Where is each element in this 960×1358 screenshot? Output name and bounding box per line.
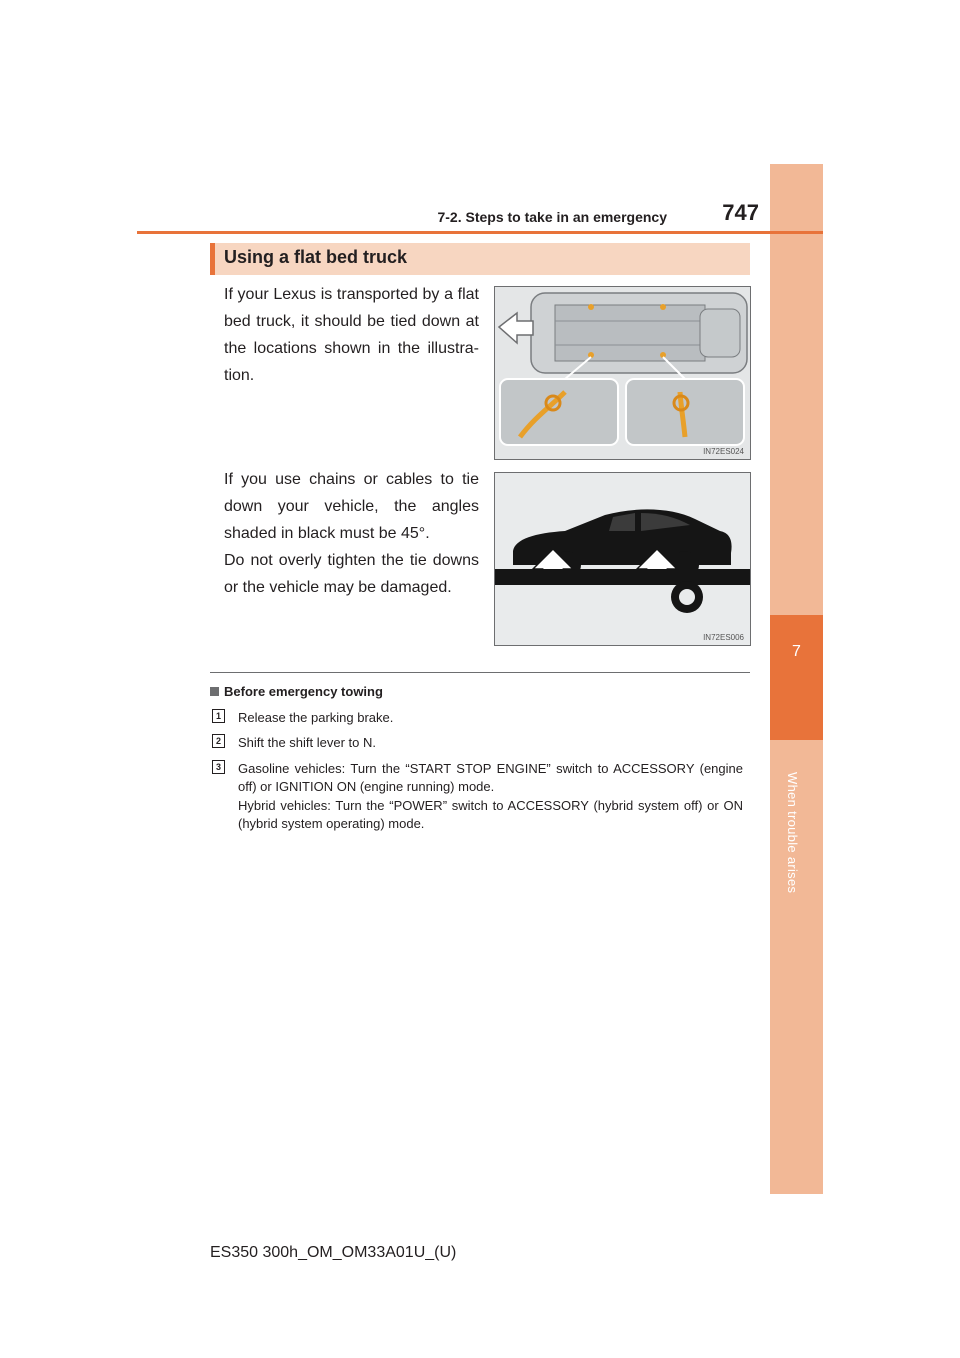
chapter-tab-highlight <box>770 615 823 740</box>
step-number-2: 2 <box>212 734 225 748</box>
header-rule <box>137 231 823 234</box>
chapter-number: 7 <box>792 643 801 660</box>
paragraph-tie-down-locations: If your Lexus is transported by a flat bed truck, it should be tied down at the locations shown in the illustra-tion. <box>224 286 479 384</box>
square-bullet-icon <box>210 687 219 696</box>
section-divider <box>210 672 750 673</box>
step-number-1: 1 <box>212 709 225 723</box>
step-number-3: 3 <box>212 760 225 774</box>
section-title: Using a flat bed truck <box>224 247 408 267</box>
section-title-marker <box>210 243 215 275</box>
figure-tie-down-locations <box>494 286 751 460</box>
step-text-3-hybrid: Hybrid vehicles: Turn the “POWER” switch to ACCESSORY (hybrid system off) or ON (hybrid system operating) mode. <box>238 798 743 831</box>
figure-chain-angles <box>494 472 751 646</box>
figure-code: IN72ES006 <box>703 633 744 642</box>
chapter-title: When trouble arises <box>785 772 800 894</box>
paragraph-chain-angles: If you use chains or cables to tie down your vehicle, the angles shaded in black must be 45°. <box>224 471 479 542</box>
underbody-illustration <box>495 287 750 459</box>
section-header: 7-2. Steps to take in an emergency <box>437 209 667 225</box>
step-text-2: Shift the shift lever to N. <box>238 735 377 750</box>
step-text-3-gasoline: Gasoline vehicles: Turn the “START STOP ENGINE” switch to ACCESSORY (engine off) or IGNITION ON (engine running) mode. <box>238 761 743 794</box>
step-text-1: Release the parking brake. <box>238 710 394 725</box>
paragraph-tighten-warning: Do not overly tighten the tie downs or the vehicle may be damaged. <box>224 552 479 596</box>
note-heading <box>210 684 383 699</box>
car-on-flatbed-illustration <box>495 473 750 645</box>
figure-code: IN72ES024 <box>703 447 744 456</box>
page-number: 747 <box>722 200 759 225</box>
note-heading-text: Before emergency towing <box>224 684 383 699</box>
footer-model-code: ES350 300h_OM_OM33A01U_(U) <box>210 1244 457 1261</box>
